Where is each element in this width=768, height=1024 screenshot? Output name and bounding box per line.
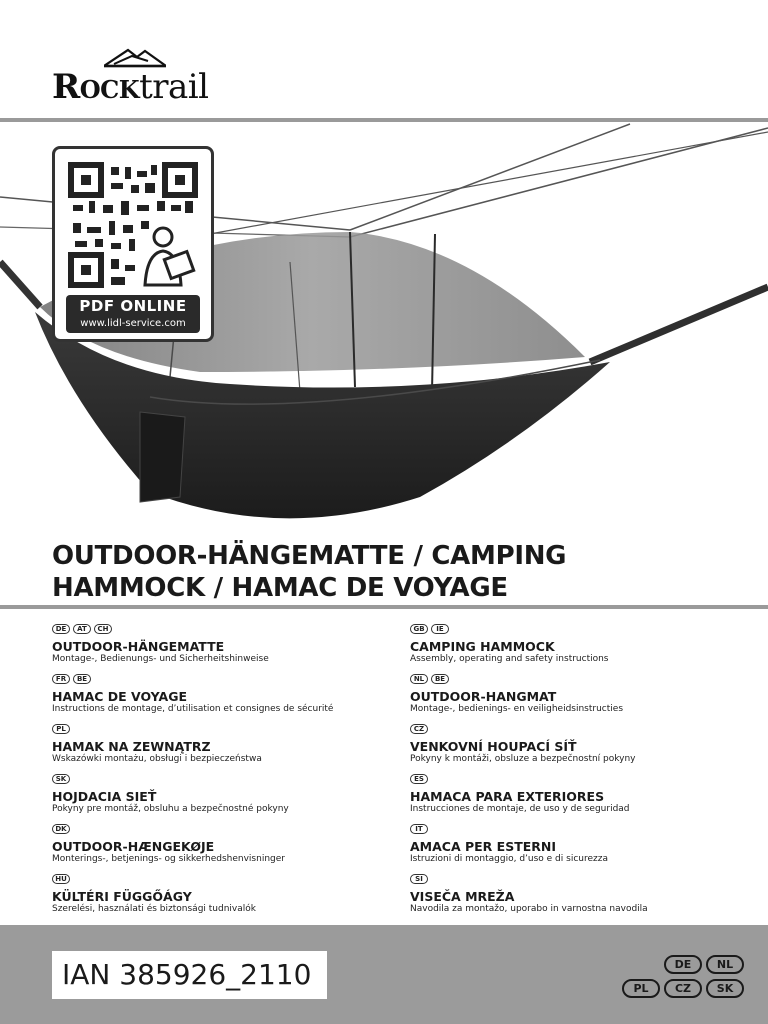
language-title: KÜLTÉRI FÜGGŐÁGY: [52, 889, 192, 904]
country-code-badge: DE: [52, 624, 70, 634]
country-codes: [410, 874, 760, 888]
language-subtitle: Instrucciones de montaje, de uso y de seguridad: [410, 804, 630, 814]
language-title: HAMAC DE VOYAGE: [52, 689, 188, 704]
language-entry: [410, 774, 760, 824]
pdf-online-badge[interactable]: [66, 295, 200, 333]
footer-language-codes: [614, 955, 744, 1003]
country-codes: [410, 674, 760, 688]
language-title: OUTDOOR-HANGMAT: [410, 689, 557, 704]
country-codes: [410, 774, 760, 788]
language-title: HOJDACIA SIEŤ: [52, 789, 157, 804]
footer-country-code: SK: [706, 979, 744, 998]
country-code-badge: CH: [94, 624, 112, 634]
logo-word-trail: trail: [139, 67, 209, 107]
country-codes: [52, 824, 402, 838]
language-subtitle: Instructions de montage, d’utilisation et consignes de sécurité: [52, 704, 334, 714]
mountain-icon: [104, 46, 166, 68]
country-codes: [52, 774, 402, 788]
language-title: AMACA PER ESTERNI: [410, 839, 557, 854]
language-entry: [410, 724, 760, 774]
country-code-badge: IT: [410, 824, 428, 834]
language-entry: [52, 724, 402, 774]
product-title: [52, 540, 752, 604]
country-code-badge: CZ: [410, 724, 428, 734]
footer-codes-row-2: [614, 979, 744, 998]
footer-country-code: CZ: [664, 979, 702, 998]
qr-card[interactable]: [52, 146, 214, 342]
country-code-badge: PL: [52, 724, 70, 734]
footer-codes-row-1: [614, 955, 744, 974]
language-title: HAMAK NA ZEWNĄTRZ: [52, 739, 211, 754]
language-title: OUTDOOR-HÆNGEKØJE: [52, 839, 215, 854]
language-entry: [410, 824, 760, 874]
country-codes: [410, 824, 760, 838]
logo-word-rock: Rock: [52, 67, 140, 107]
country-code-badge: BE: [431, 674, 449, 684]
pdf-online-url[interactable]: www.lidl-service.com: [80, 318, 186, 329]
country-code-badge: IE: [431, 624, 449, 634]
country-codes: [52, 624, 402, 638]
language-title: VENKOVNÍ HOUPACÍ SÍŤ: [410, 739, 577, 754]
ian-number: IAN 385926_2110: [62, 958, 312, 991]
country-code-badge: FR: [52, 674, 70, 684]
language-list-left: [52, 624, 402, 924]
country-code-badge: SI: [410, 874, 428, 884]
language-entry: [52, 824, 402, 874]
country-code-badge: DK: [52, 824, 70, 834]
language-entry: [410, 674, 760, 724]
qr-code-icon: [67, 161, 199, 289]
language-subtitle: Pokyny k montáži, obsluze a bezpečnostní pokyny: [410, 754, 636, 764]
language-subtitle: Pokyny pre montáž, obsluhu a bezpečnostné pokyny: [52, 804, 289, 814]
language-list-right: [410, 624, 760, 924]
country-codes: [52, 674, 402, 688]
footer-country-code: DE: [664, 955, 702, 974]
language-title: CAMPING HAMMOCK: [410, 639, 555, 654]
rocktrail-logo: [52, 46, 227, 108]
language-subtitle: Montage-, Bedienungs- und Sicherheitshinweise: [52, 654, 269, 664]
country-code-badge: SK: [52, 774, 70, 784]
language-title: VISEČA MREŽA: [410, 889, 515, 904]
language-entry: [52, 874, 402, 924]
logo-wordmark: [52, 67, 209, 107]
language-subtitle: Navodila za montažo, uporabo in varnostna navodila: [410, 904, 648, 914]
language-subtitle: Wskazówki montażu, obsługi i bezpieczeństwa: [52, 754, 262, 764]
footer-country-code: PL: [622, 979, 660, 998]
title-line-1: OUTDOOR-HÄNGEMATTE / CAMPING: [52, 541, 567, 571]
country-code-badge: BE: [73, 674, 91, 684]
language-subtitle: Szerelési, használati és biztonsági tudnivalók: [52, 904, 256, 914]
country-codes: [52, 874, 402, 888]
footer-band: [0, 925, 768, 1024]
country-code-badge: ES: [410, 774, 428, 784]
ian-box: [52, 951, 327, 999]
language-entry: [410, 874, 760, 924]
country-codes: [52, 724, 402, 738]
language-entry: [52, 674, 402, 724]
language-subtitle: Monterings-, betjenings- og sikkerhedshenvisninger: [52, 854, 285, 864]
country-code-badge: HU: [52, 874, 70, 884]
country-codes: [410, 624, 760, 638]
language-entry: [52, 774, 402, 824]
country-code-badge: GB: [410, 624, 428, 634]
footer-country-code: NL: [706, 955, 744, 974]
pdf-online-label: PDF ONLINE: [79, 297, 187, 315]
language-subtitle: Istruzioni di montaggio, d’uso e di sicurezza: [410, 854, 608, 864]
language-title: HAMACA PARA EXTERIORES: [410, 789, 605, 804]
title-line-2: HAMMOCK / HAMAC DE VOYAGE: [52, 573, 508, 603]
country-codes: [410, 724, 760, 738]
country-code-badge: NL: [410, 674, 428, 684]
language-entry: [410, 624, 760, 674]
language-subtitle: Montage-, bedienings- en veiligheidsinstructies: [410, 704, 624, 714]
country-code-badge: AT: [73, 624, 91, 634]
language-subtitle: Assembly, operating and safety instructions: [410, 654, 609, 664]
language-entry: [52, 624, 402, 674]
language-title: OUTDOOR-HÄNGEMATTE: [52, 639, 225, 654]
title-rule: [0, 605, 768, 609]
